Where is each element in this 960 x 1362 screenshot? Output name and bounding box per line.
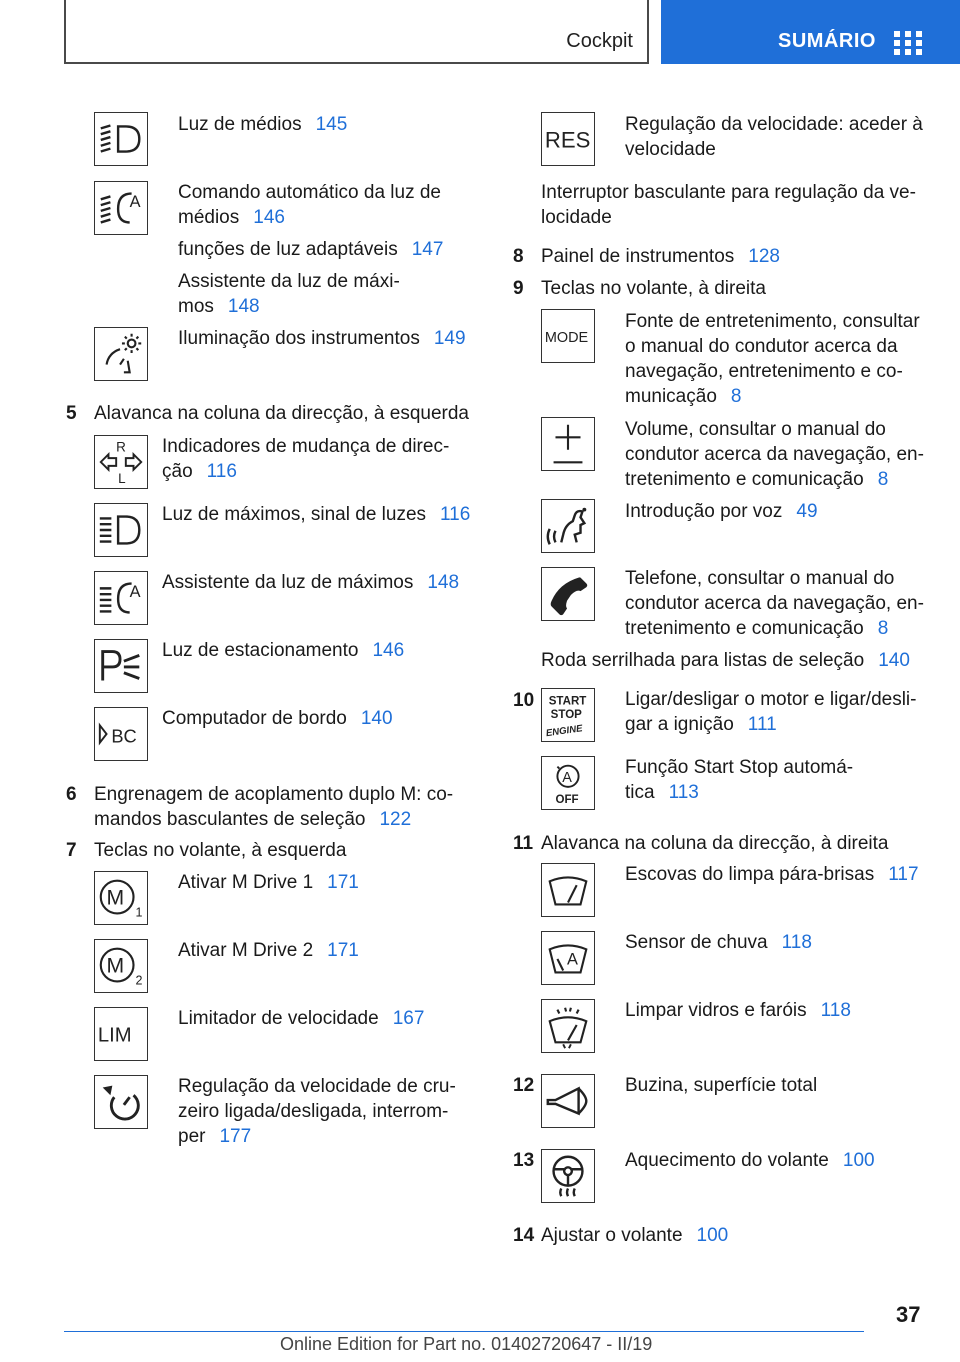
speed-limiter-icon [94,1007,148,1061]
parking-light-text: Luz de estacionamento 146 [162,640,405,661]
item-11-text: Alavanca na coluna da direcção, à direita [541,833,889,854]
voice-input-text: Introdução por voz 49 [625,501,818,522]
instrument-lighting-icon [94,327,148,381]
wiper-icon [541,863,595,917]
low-beam-icon [94,112,148,166]
svg-text:RES: RES [544,127,591,153]
turn-signal-icon [94,435,148,489]
page-link[interactable]: 146 [253,207,285,228]
item-8-text: Painel de instrumentos 128 [541,246,780,267]
svg-text:1: 1 [135,905,143,920]
page-link[interactable]: 167 [392,1008,425,1029]
svg-text:OFF: OFF [555,794,579,807]
mode-text: Fonte de entretenimento, consultar o manual do condutor acerca da navegação, entretenimento e co- municação 8 [625,311,920,407]
item-number: 9 [513,278,524,299]
page-link[interactable]: 100 [842,1150,875,1171]
item-number: 8 [513,246,524,267]
footer-divider [64,1331,864,1332]
page-link[interactable]: 140 [878,650,910,671]
board-computer-text: Computador de bordo 140 [162,708,393,729]
page-link[interactable]: 149 [433,328,466,349]
auto-low-beam-text: Comando automático da luz de médios 146 [178,182,441,228]
mode-icon [541,309,595,363]
high-beam-assist-text: Assistente da luz de máxi- mos 148 [178,271,400,317]
res-text: Regulação da velocidade: aceder à velocidade [625,114,923,160]
auto-low-beam-icon [94,181,148,235]
start-stop-text: Ligar/desligar o motor e ligar/desli- gar a ignição 111 [625,689,917,735]
volume-icon [541,417,595,471]
svg-text:A: A [129,193,141,212]
cruise-control-text: Regulação da velocidade de cru- zeiro ligada/desligada, interrom- per 177 [178,1076,456,1147]
svg-text:ENGINE: ENGINE [545,723,584,740]
footer-edition: Online Edition for Part no. 01402720647 - II/19 [280,1334,653,1354]
item-number: 13 [513,1150,535,1171]
low-beam-text: Luz de médios 145 [178,114,348,135]
wiper-text: Escovas do limpa pára-brisas 117 [625,864,919,885]
svg-text:L: L [118,471,126,487]
page-link[interactable]: 8 [877,469,889,490]
steering-heat-icon [541,1149,595,1203]
m-drive-2-text: Ativar M Drive 2 171 [178,940,359,961]
page-link[interactable]: 177 [219,1126,252,1147]
svg-text:A: A [562,770,572,787]
horn-icon [541,1074,595,1128]
page-link[interactable]: 147 [411,239,444,260]
phone-text: Telefone, consultar o manual do condutor acerca da navegação, en- tretenimento e comunicação 8 [625,568,924,639]
svg-text:MODE: MODE [544,329,589,346]
washer-icon [541,999,595,1053]
item-number: 12 [513,1075,535,1096]
page-link[interactable]: 116 [440,504,471,525]
high-beam-assist-text-2: Assistente da luz de máximos 148 [162,572,460,593]
page-link[interactable]: 148 [227,296,260,317]
summary-button[interactable] [661,0,960,64]
page-link[interactable]: 146 [372,640,405,661]
item-number: 14 [513,1225,535,1246]
item-number: 11 [513,833,534,854]
horn-text: Buzina, superfície total [625,1075,818,1096]
item-number: 5 [66,403,77,424]
turn-signal-text: Indicadores de mudança de direc- ção 116 [162,436,450,482]
header-section-box [64,0,649,64]
thumbwheel-text: Roda serrilhada para listas de seleção 140 [541,650,910,671]
page-link[interactable]: 140 [360,708,393,729]
instrument-lighting-text: Iluminação dos instrumentos 149 [178,328,466,349]
page-link[interactable]: 118 [781,932,812,953]
page-link[interactable]: 49 [796,501,818,522]
item-number: 6 [66,784,77,805]
high-beam-assist-icon [94,571,148,625]
high-beam-text: Luz de máximos, sinal de luzes 116 [162,504,471,525]
res-icon [541,112,595,166]
speed-limiter-text: Limitador de velocidade 167 [178,1008,425,1029]
svg-text:A: A [129,583,141,602]
item-9-text: Teclas no volante, à direita [541,278,766,299]
board-computer-icon [94,707,148,761]
adaptive-light-text: funções de luz adaptáveis 147 [178,239,444,260]
parking-light-icon [94,639,148,693]
page-link[interactable]: 113 [668,782,699,803]
auto-start-stop-icon [541,756,595,810]
high-beam-icon [94,503,148,557]
item-5-text: Alavanca na coluna da direcção, à esquerda [94,403,469,424]
section-title: Cockpit [566,30,633,52]
svg-text:R: R [116,439,126,455]
m-drive-2-icon [94,939,148,993]
summary-label: SUMÁRIO [778,30,876,52]
item-number: 10 [513,690,535,711]
page-link[interactable]: 100 [696,1225,729,1246]
page-link[interactable]: 118 [820,1000,851,1021]
rain-sensor-text: Sensor de chuva 118 [625,932,812,953]
start-stop-engine-icon [541,688,595,742]
cruise-control-icon [94,1075,148,1129]
svg-text:A: A [567,950,578,969]
page-link[interactable]: 145 [315,114,348,135]
svg-text:LIM: LIM [97,1024,132,1047]
item-6-text: Engrenagem de acoplamento duplo M: co- mandos basculantes de seleção 122 [94,784,454,830]
phone-icon [541,567,595,621]
auto-start-stop-text: Função Start Stop automá- tica 113 [625,757,854,803]
item-number: 7 [66,840,77,861]
volume-text: Volume, consultar o manual do condutor acerca da navegação, en- tretenimento e comunicação 8 [625,419,924,490]
page-link[interactable]: 171 [327,940,359,961]
m-drive-1-text: Ativar M Drive 1 171 [178,872,359,893]
svg-text:M: M [106,886,125,910]
page-link[interactable]: 8 [730,386,742,407]
item-7-text: Teclas no volante, à esquerda [94,840,347,861]
page-link[interactable]: 116 [206,461,237,482]
voice-input-icon [541,499,595,553]
page-link[interactable]: 8 [877,618,889,639]
m-drive-1-icon [94,871,148,925]
rocker-switch-text: Interruptor basculante para regulação da ve- locidade [541,182,916,228]
page-number: 37 [896,1302,921,1327]
page-link[interactable]: 128 [748,246,780,267]
page-link[interactable]: 117 [888,864,919,885]
page-link[interactable]: 171 [327,872,359,893]
svg-text:STOP: STOP [550,708,582,721]
svg-text:START: START [548,695,587,708]
steering-heat-text: Aquecimento do volante 100 [625,1150,875,1171]
page-link[interactable]: 122 [379,809,412,830]
grid-menu-icon [894,31,922,53]
item-14-text: Ajustar o volante 100 [541,1225,729,1246]
washer-text: Limpar vidros e faróis 118 [625,1000,851,1021]
page-link[interactable]: 148 [427,572,460,593]
svg-text:M: M [106,954,125,978]
svg-text:BC: BC [111,725,137,747]
rain-sensor-icon [541,931,595,985]
svg-text:2: 2 [135,973,143,988]
page-link[interactable]: 111 [747,714,777,735]
